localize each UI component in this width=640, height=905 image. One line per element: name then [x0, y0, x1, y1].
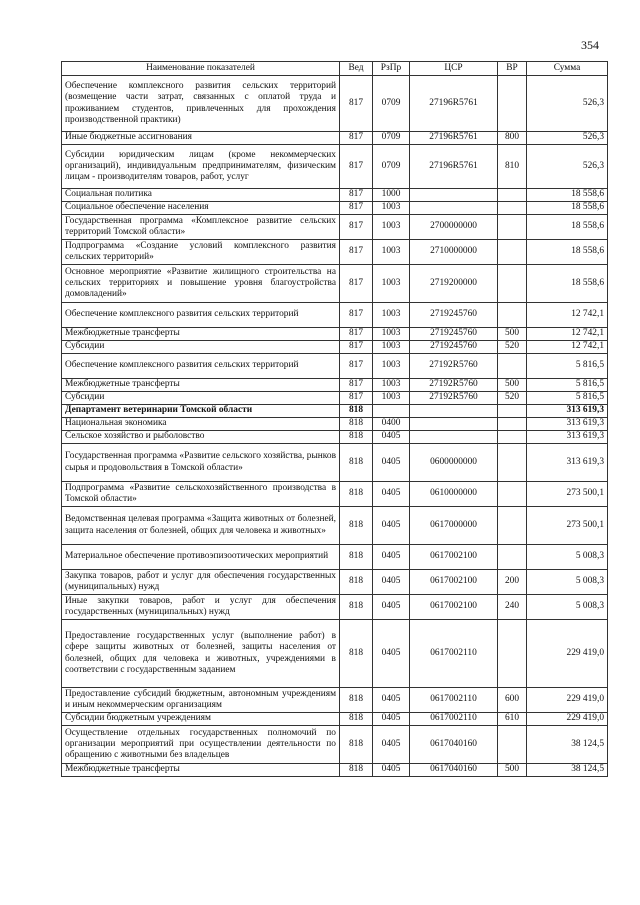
table-cell-sum: 526,3 — [527, 76, 608, 132]
table-cell-rzpr: 0405 — [373, 713, 410, 726]
table-cell-csr: 2700000000 — [410, 215, 498, 240]
table-cell-sum: 229 419,0 — [527, 713, 608, 726]
table-cell-sum: 313 619,3 — [527, 418, 608, 431]
table-row — [62, 482, 608, 507]
table-cell-vr: 610 — [498, 713, 527, 726]
table-cell-name: Основное мероприятие «Развитие жилищного строительства на сельских территориях и повышение уровня благоустройства домовладений» — [62, 265, 340, 303]
table-row — [62, 688, 608, 713]
table-cell-vr — [498, 303, 527, 328]
table-cell-rzpr: 1003 — [373, 240, 410, 265]
table-cell-name: Субсидии — [62, 392, 340, 405]
table-cell-csr: 27192R5760 — [410, 392, 498, 405]
table-cell-rzpr: 1003 — [373, 392, 410, 405]
table-cell-name: Государственная программа «Комплексное развитие сельских территорий Томской области» — [62, 215, 340, 240]
table-cell-name: Осуществление отдельных государственных полномочий по организации мероприятий при осуществлении деятельности по обращению с животными без владельцев — [62, 726, 340, 764]
table-cell-csr: 0617002100 — [410, 570, 498, 595]
table-cell-sum: 229 419,0 — [527, 688, 608, 713]
header-name: Наименование показателей — [62, 62, 340, 76]
table-cell-ved: 818 — [340, 507, 373, 545]
table-cell-csr: 0617002100 — [410, 545, 498, 570]
table-cell-sum: 5 008,3 — [527, 570, 608, 595]
table-cell-name: Сельское хозяйство и рыболовство — [62, 431, 340, 444]
table-cell-vr: 500 — [498, 764, 527, 777]
table-cell-csr: 0617040160 — [410, 726, 498, 764]
table-cell-vr: 500 — [498, 379, 527, 392]
table-cell-rzpr: 1000 — [373, 189, 410, 202]
table-cell-name: Национальная экономика — [62, 418, 340, 431]
table-cell-rzpr: 0405 — [373, 595, 410, 620]
table-cell-csr — [410, 405, 498, 418]
table-cell-rzpr: 1003 — [373, 379, 410, 392]
table-cell-name: Обеспечение комплексного развития сельских территорий — [62, 354, 340, 379]
table-cell-sum: 12 742,1 — [527, 341, 608, 354]
table-row — [62, 354, 608, 379]
table-row — [62, 507, 608, 545]
table-row — [62, 726, 608, 764]
table-cell-vr — [498, 444, 527, 482]
table-cell-csr: 2719245760 — [410, 341, 498, 354]
table-cell-ved: 817 — [340, 76, 373, 132]
table-cell-vr: 520 — [498, 341, 527, 354]
table-cell-rzpr: 0405 — [373, 688, 410, 713]
table-row — [62, 764, 608, 777]
table-cell-rzpr: 0405 — [373, 482, 410, 507]
table-cell-ved: 818 — [340, 595, 373, 620]
table-cell-sum: 5 816,5 — [527, 354, 608, 379]
table-cell-vr: 600 — [498, 688, 527, 713]
table-cell-vr — [498, 265, 527, 303]
table-cell-sum: 38 124,5 — [527, 726, 608, 764]
page-number: 354 — [581, 38, 599, 52]
table-cell-ved: 818 — [340, 418, 373, 431]
table-cell-sum: 313 619,3 — [527, 431, 608, 444]
table-cell-sum: 38 124,5 — [527, 764, 608, 777]
table-cell-sum: 5 816,5 — [527, 392, 608, 405]
table-cell-vr — [498, 405, 527, 418]
table-cell-name: Межбюджетные трансферты — [62, 764, 340, 777]
table-cell-csr: 0610000000 — [410, 482, 498, 507]
table-cell-sum: 18 558,6 — [527, 240, 608, 265]
table-cell-ved: 818 — [340, 713, 373, 726]
header-csr: ЦСР — [410, 62, 498, 76]
table-cell-sum: 273 500,1 — [527, 507, 608, 545]
table-cell-name: Субсидии юридическим лицам (кроме некоммерческих организаций), индивидуальным предпринимателям, физическим лицам - производителям товаров, работ, услуг — [62, 145, 340, 189]
table-cell-csr: 27196R5761 — [410, 76, 498, 132]
table-row — [62, 431, 608, 444]
table-cell-rzpr: 0405 — [373, 726, 410, 764]
table-cell-rzpr: 0400 — [373, 418, 410, 431]
table-cell-name: Ведомственная целевая программа «Защита животных от болезней, защита населения от болезней, общих для человека и животных» — [62, 507, 340, 545]
table-cell-vr: 240 — [498, 595, 527, 620]
table-cell-ved: 818 — [340, 620, 373, 688]
table-cell-vr: 800 — [498, 132, 527, 145]
table-cell-ved: 818 — [340, 431, 373, 444]
table-cell-ved: 817 — [340, 215, 373, 240]
budget-table — [61, 61, 608, 777]
table-cell-sum: 12 742,1 — [527, 328, 608, 341]
table-cell-sum: 5 816,5 — [527, 379, 608, 392]
table-cell-csr: 2719245760 — [410, 303, 498, 328]
table-cell-ved: 818 — [340, 570, 373, 595]
table-cell-vr — [498, 202, 527, 215]
table-cell-csr — [410, 202, 498, 215]
table-cell-name: Межбюджетные трансферты — [62, 379, 340, 392]
table-cell-ved: 817 — [340, 132, 373, 145]
table-row — [62, 328, 608, 341]
table-cell-rzpr: 1003 — [373, 303, 410, 328]
table-cell-ved: 818 — [340, 764, 373, 777]
table-cell-name: Социальная политика — [62, 189, 340, 202]
table-cell-ved: 818 — [340, 482, 373, 507]
header-sum: Сумма — [527, 62, 608, 76]
table-cell-sum: 5 008,3 — [527, 595, 608, 620]
table-cell-rzpr: 0405 — [373, 620, 410, 688]
table-cell-rzpr: 0405 — [373, 764, 410, 777]
table-cell-rzpr: 0709 — [373, 132, 410, 145]
table-cell-sum: 18 558,6 — [527, 189, 608, 202]
table-cell-rzpr: 1003 — [373, 328, 410, 341]
table-cell-name: Подпрограмма «Развитие сельскохозяйственного производства в Томской области» — [62, 482, 340, 507]
table-cell-vr: 500 — [498, 328, 527, 341]
table-cell-ved: 817 — [340, 328, 373, 341]
table-row — [62, 444, 608, 482]
table-cell-sum: 5 008,3 — [527, 545, 608, 570]
table-row — [62, 303, 608, 328]
table-cell-csr: 0617002100 — [410, 595, 498, 620]
table-cell-vr — [498, 418, 527, 431]
table-cell-vr: 200 — [498, 570, 527, 595]
table-cell-vr — [498, 545, 527, 570]
table-row — [62, 405, 608, 418]
table-cell-rzpr: 0405 — [373, 431, 410, 444]
table-cell-vr — [498, 215, 527, 240]
table-cell-csr: 0617002110 — [410, 620, 498, 688]
table-cell-ved: 817 — [340, 240, 373, 265]
table-cell-vr — [498, 726, 527, 764]
table-cell-ved: 818 — [340, 444, 373, 482]
table-cell-ved: 818 — [340, 405, 373, 418]
table-cell-csr: 0617002110 — [410, 713, 498, 726]
table-row — [62, 189, 608, 202]
table-cell-vr — [498, 240, 527, 265]
table-cell-name: Субсидии бюджетным учреждениям — [62, 713, 340, 726]
table-row — [62, 713, 608, 726]
table-cell-ved: 818 — [340, 688, 373, 713]
table-cell-csr: 27196R5761 — [410, 145, 498, 189]
table-row — [62, 379, 608, 392]
table-cell-csr: 27196R5761 — [410, 132, 498, 145]
table-cell-name: Иные закупки товаров, работ и услуг для обеспечения государственных (муниципальных) нужд — [62, 595, 340, 620]
table-cell-name: Подпрограмма «Создание условий комплексного развития сельских территорий» — [62, 240, 340, 265]
table-cell-sum: 526,3 — [527, 132, 608, 145]
table-cell-ved: 818 — [340, 545, 373, 570]
table-cell-ved: 817 — [340, 189, 373, 202]
table-cell-name: Обеспечение комплексного развития сельских территорий (возмещение части затрат, связанных с оплатой труда и проживанием студентов, привлеченных для прохождения производственной практики) — [62, 76, 340, 132]
table-cell-ved: 817 — [340, 145, 373, 189]
table-cell-vr — [498, 189, 527, 202]
table-cell-rzpr: 1003 — [373, 215, 410, 240]
table-cell-name: Предоставление государственных услуг (выполнение работ) в сфере защиты животных от болезней, защиты населения от болезней, общих для человека и животных, учреждениями в соответствии с государственным заданием — [62, 620, 340, 688]
table-cell-name: Межбюджетные трансферты — [62, 328, 340, 341]
table-cell-rzpr: 0709 — [373, 145, 410, 189]
table-cell-sum: 18 558,6 — [527, 265, 608, 303]
table-cell-ved: 817 — [340, 303, 373, 328]
table-cell-sum: 18 558,6 — [527, 215, 608, 240]
table-cell-vr: 520 — [498, 392, 527, 405]
table-cell-rzpr: 0709 — [373, 76, 410, 132]
table-cell-sum: 12 742,1 — [527, 303, 608, 328]
header-rzpr: РзПр — [373, 62, 410, 76]
table-cell-sum: 526,3 — [527, 145, 608, 189]
table-cell-csr: 2710000000 — [410, 240, 498, 265]
table-row — [62, 341, 608, 354]
table-cell-csr — [410, 189, 498, 202]
table-cell-vr — [498, 76, 527, 132]
table-cell-sum: 313 619,3 — [527, 444, 608, 482]
table-cell-csr — [410, 431, 498, 444]
table-cell-name: Социальное обеспечение населения — [62, 202, 340, 215]
table-cell-vr — [498, 354, 527, 379]
table-cell-csr: 0600000000 — [410, 444, 498, 482]
table-cell-csr: 27192R5760 — [410, 354, 498, 379]
table-row — [62, 392, 608, 405]
table-cell-rzpr: 1003 — [373, 202, 410, 215]
table-cell-csr: 27192R5760 — [410, 379, 498, 392]
table-cell-csr: 2719200000 — [410, 265, 498, 303]
table-row — [62, 595, 608, 620]
table-row — [62, 202, 608, 215]
table-row — [62, 620, 608, 688]
table-cell-rzpr: 0405 — [373, 570, 410, 595]
table-cell-vr — [498, 620, 527, 688]
table-cell-rzpr: 0405 — [373, 545, 410, 570]
table-cell-ved: 818 — [340, 726, 373, 764]
table-cell-csr: 0617040160 — [410, 764, 498, 777]
table-cell-rzpr — [373, 405, 410, 418]
table-cell-sum: 229 419,0 — [527, 620, 608, 688]
table-cell-vr: 810 — [498, 145, 527, 189]
table-cell-name: Материальное обеспечение противоэпизоотических мероприятий — [62, 545, 340, 570]
table-row — [62, 145, 608, 189]
table-cell-csr: 0617002110 — [410, 688, 498, 713]
table-cell-name: Обеспечение комплексного развития сельских территорий — [62, 303, 340, 328]
table-cell-csr — [410, 418, 498, 431]
header-ved: Вед — [340, 62, 373, 76]
table-cell-csr: 2719245760 — [410, 328, 498, 341]
table-cell-name: Департамент ветеринарии Томской области — [62, 405, 340, 418]
table-cell-name: Иные бюджетные ассигнования — [62, 132, 340, 145]
table-cell-rzpr: 0405 — [373, 507, 410, 545]
table-cell-sum: 313 619,3 — [527, 405, 608, 418]
table-cell-ved: 817 — [340, 265, 373, 303]
header-vr: ВР — [498, 62, 527, 76]
table-row — [62, 132, 608, 145]
table-cell-vr — [498, 431, 527, 444]
table-cell-rzpr: 1003 — [373, 265, 410, 303]
table-cell-ved: 817 — [340, 202, 373, 215]
table-cell-csr: 0617000000 — [410, 507, 498, 545]
table-cell-ved: 817 — [340, 354, 373, 379]
table-row — [62, 240, 608, 265]
table-cell-vr — [498, 507, 527, 545]
table-cell-sum: 273 500,1 — [527, 482, 608, 507]
table-header-row — [62, 62, 608, 76]
table-row — [62, 570, 608, 595]
table-cell-ved: 817 — [340, 341, 373, 354]
table-cell-rzpr: 1003 — [373, 354, 410, 379]
table-cell-vr — [498, 482, 527, 507]
table-row — [62, 215, 608, 240]
table-row — [62, 265, 608, 303]
table-cell-name: Закупка товаров, работ и услуг для обеспечения государственных (муниципальных) нужд — [62, 570, 340, 595]
table-row — [62, 76, 608, 132]
table-row — [62, 418, 608, 431]
table-cell-name: Государственная программа «Развитие сельского хозяйства, рынков сырья и продовольствия в Томской области» — [62, 444, 340, 482]
table-cell-rzpr: 0405 — [373, 444, 410, 482]
table-cell-ved: 817 — [340, 392, 373, 405]
table-cell-ved: 817 — [340, 379, 373, 392]
table-cell-name: Субсидии — [62, 341, 340, 354]
table-cell-sum: 18 558,6 — [527, 202, 608, 215]
table-row — [62, 545, 608, 570]
table-cell-rzpr: 1003 — [373, 341, 410, 354]
table-cell-name: Предоставление субсидий бюджетным, автономным учреждениям и иным некоммерческим организациям — [62, 688, 340, 713]
